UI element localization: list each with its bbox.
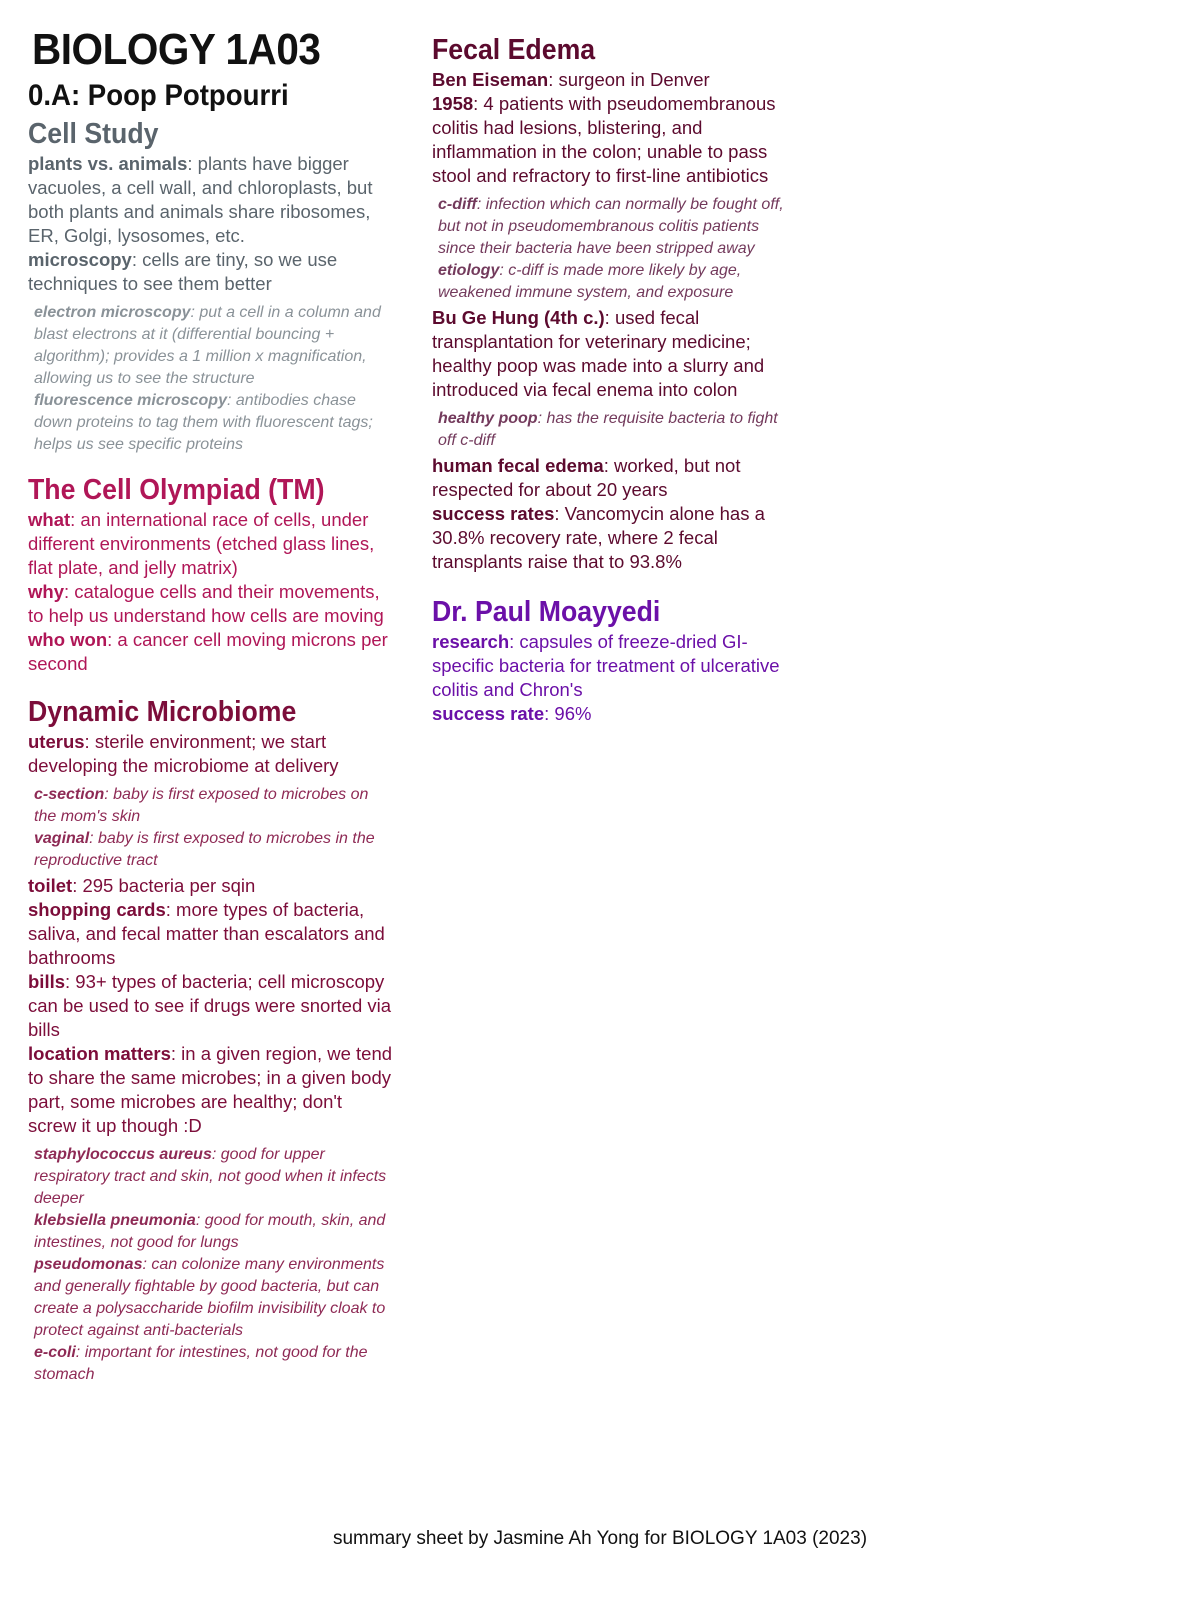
- sub-note: [34, 784, 393, 828]
- term: vaginal: [34, 830, 90, 847]
- section-cell-study: [28, 116, 393, 456]
- page-title: BIOLOGY 1A03: [32, 25, 321, 74]
- section-paul-moayyedi: [432, 594, 792, 726]
- section-cell-olympiad: [28, 472, 393, 676]
- term: plants vs. animals: [28, 153, 188, 174]
- definition: : 295 bacteria per sqin: [72, 875, 256, 896]
- term: Bu Ge Hung (4th c.): [432, 307, 605, 328]
- list-item: [432, 502, 792, 574]
- left-column: [28, 24, 393, 1400]
- definition: : can colonize many environments and generally fightable by good bacteria, but can create a polysaccharide biofilm invisibility cloak to protect against anti-bacterials: [34, 1256, 386, 1339]
- sub-note: [34, 1210, 393, 1254]
- definition: : an international race of cells, under different environments (etched glass lines, flat plate, and jelly matrix): [28, 509, 375, 578]
- definition: : good for upper respiratory tract and skin, not good when it infects deeper: [34, 1146, 387, 1207]
- footer: [0, 1528, 1200, 1550]
- term: bills: [28, 971, 66, 992]
- list-item: [28, 970, 393, 1042]
- term: e-coli: [34, 1344, 76, 1361]
- definition: : sterile environment; we start developing the microbiome at delivery: [28, 731, 339, 776]
- definition: : a cancer cell moving microns per second: [28, 629, 388, 674]
- term: etiology: [438, 262, 500, 279]
- sub-note: [34, 390, 393, 456]
- sub-note: [438, 260, 792, 304]
- list-item: [28, 1042, 393, 1138]
- definition: : plants have bigger vacuoles, a cell wall, and chloroplasts, but both plants and animals share ribosomes, ER, Golgi, lysosomes, etc.: [28, 153, 373, 246]
- sub-note: [34, 1144, 393, 1210]
- definition: : worked, but not respected for about 20 years: [432, 455, 741, 500]
- summary-sheet: [28, 24, 1178, 1544]
- term: c-section: [34, 786, 105, 803]
- term: fluorescence microscopy: [34, 392, 227, 409]
- definition: : important for intestines, not good for the stomach: [34, 1344, 368, 1383]
- section-fecal-edema: [432, 32, 792, 574]
- list-item: [28, 730, 393, 778]
- term: toilet: [28, 875, 73, 896]
- list-item: [432, 702, 792, 726]
- definition: : cells are tiny, so we use techniques to see them better: [28, 249, 338, 294]
- term: Ben Eiseman: [432, 69, 549, 90]
- list-item: [432, 630, 792, 702]
- sub-note: [438, 408, 792, 452]
- definition: : has the requisite bacteria to fight off c-diff: [438, 410, 778, 449]
- section-title-cell-study: Cell Study: [28, 118, 159, 150]
- section-title-cell-olympiad: The Cell Olympiad (TM): [28, 474, 325, 506]
- definition: : 4 patients with pseudomembranous colitis had lesions, blistering, and inflammation in the colon; unable to pass stool and refractory to first-line antibiotics: [432, 93, 776, 186]
- definition: : used fecal transplantation for veterinary medicine; healthy poop was made into a slurry and introduced via fecal enema into colon: [432, 307, 765, 400]
- sub-notes: [28, 1144, 393, 1386]
- term: success rate: [432, 703, 545, 724]
- term: uterus: [28, 731, 85, 752]
- definition: : good for mouth, skin, and intestines, not good for lungs: [34, 1212, 386, 1251]
- list-item: [28, 874, 393, 898]
- sub-note: [438, 194, 792, 260]
- term: c-diff: [438, 196, 477, 213]
- definition: : baby is first exposed to microbes in the reproductive tract: [34, 830, 375, 869]
- term: klebsiella pneumonia: [34, 1212, 196, 1229]
- term: success rates: [432, 503, 555, 524]
- section-title-paul-moayyedi: Dr. Paul Moayyedi: [432, 596, 661, 628]
- definition: : Vancomycin alone has a 30.8% recovery rate, where 2 fecal transplants raise that to 93.8%: [432, 503, 765, 572]
- list-item: [28, 580, 393, 628]
- sub-note: [34, 302, 393, 390]
- definition: : more types of bacteria, saliva, and fecal matter than escalators and bathrooms: [28, 899, 385, 968]
- sub-note: [34, 1342, 393, 1386]
- definition: : capsules of freeze-dried GI-specific bacteria for treatment of ulcerative colitis and Chron's: [432, 631, 780, 700]
- definition: : 93+ types of bacteria; cell microscopy can be used to see if drugs were snorted via bills: [28, 971, 392, 1040]
- definition: : infection which can normally be fought off, but not in pseudomembranous colitis patients since their bacteria have been stripped away: [438, 196, 784, 257]
- definition: : put a cell in a column and blast electrons at it (differential bouncing + algorithm); provides a 1 million x magnification, allowing us to see the structure: [34, 304, 381, 387]
- sub-notes: [28, 784, 393, 872]
- section-dynamic-microbiome: [28, 694, 393, 1386]
- definition: : antibodies chase down proteins to tag them with fluorescent tags; helps us see specific proteins: [34, 392, 373, 453]
- sub-notes: [432, 194, 792, 304]
- term: staphylococcus aureus: [34, 1146, 212, 1163]
- term: electron microscopy: [34, 304, 191, 321]
- sub-notes: [432, 408, 792, 452]
- footer-credit: summary sheet by Jasmine Ah Yong for BIOLOGY 1A03 (2023): [332, 1528, 868, 1549]
- list-item: [28, 628, 393, 676]
- term: human fecal edema: [432, 455, 604, 476]
- section-title-dynamic-microbiome: Dynamic Microbiome: [28, 696, 297, 728]
- definition: : surgeon in Denver: [548, 69, 710, 90]
- term: microscopy: [28, 249, 132, 270]
- term: 1958: [432, 93, 474, 114]
- list-item: [28, 152, 393, 248]
- list-item: [28, 898, 393, 970]
- list-item: [432, 68, 792, 92]
- sub-notes: [28, 302, 393, 456]
- sub-note: [34, 828, 393, 872]
- page-subtitle: 0.A: Poop Potpourri: [28, 79, 289, 112]
- term: what: [28, 509, 71, 530]
- term: pseudomonas: [34, 1256, 143, 1273]
- definition: : c-diff is made more likely by age, weakened immune system, and exposure: [438, 262, 742, 301]
- term: healthy poop: [438, 410, 538, 427]
- section-title-fecal-edema: Fecal Edema: [432, 34, 596, 66]
- list-item: [28, 248, 393, 296]
- definition: : catalogue cells and their movements, to help us understand how cells are moving: [28, 581, 384, 626]
- definition: : baby is first exposed to microbes on the mom's skin: [34, 786, 369, 825]
- sub-note: [34, 1254, 393, 1342]
- term: shopping cards: [28, 899, 166, 920]
- term: research: [432, 631, 510, 652]
- definition: : 96%: [544, 703, 592, 724]
- term: who won: [28, 629, 108, 650]
- list-item: [432, 454, 792, 502]
- term: location matters: [28, 1043, 171, 1064]
- list-item: [432, 306, 792, 402]
- list-item: [432, 92, 792, 188]
- right-column: [432, 24, 792, 740]
- term: why: [28, 581, 64, 602]
- list-item: [28, 508, 393, 580]
- definition: : in a given region, we tend to share the same microbes; in a given body part, some microbes are healthy; don't screw it up though :D: [28, 1043, 393, 1136]
